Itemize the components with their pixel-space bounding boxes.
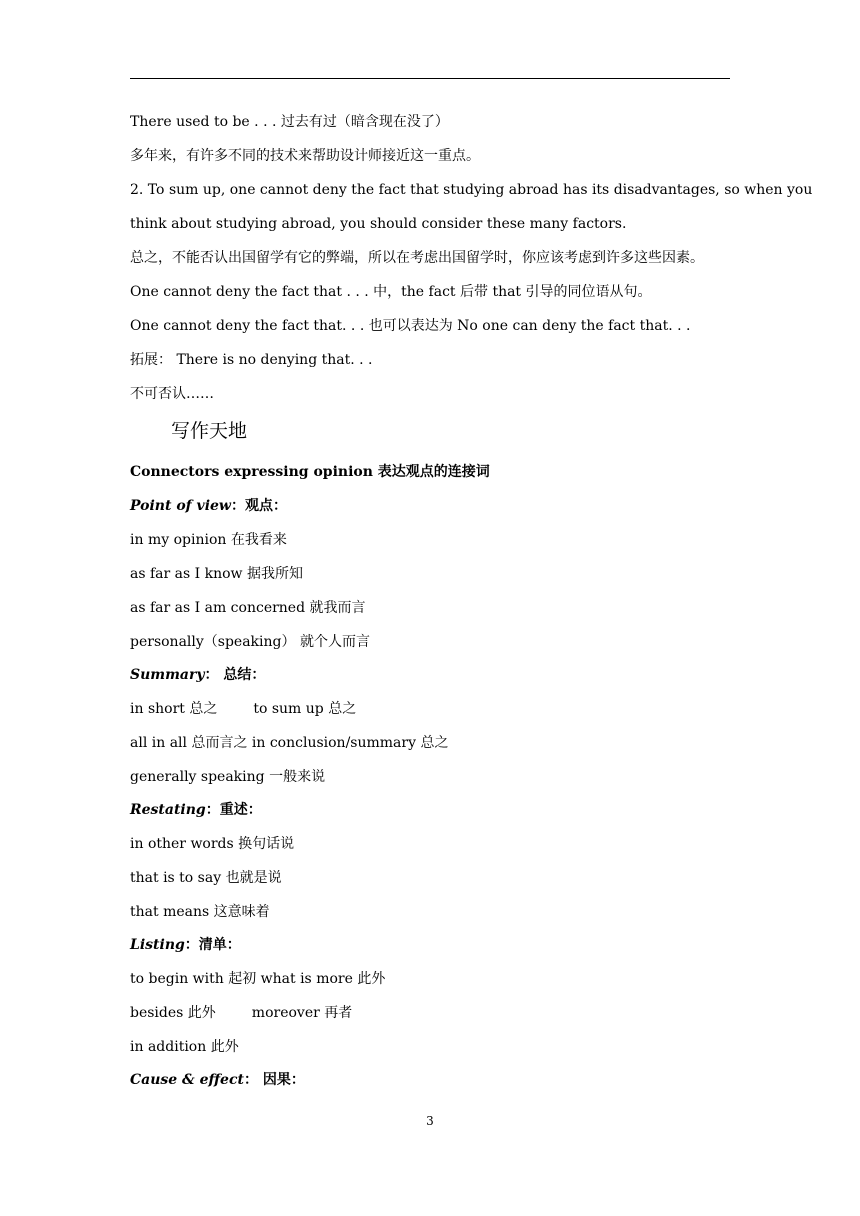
restating-label-cn: ：重述：: [205, 802, 262, 818]
point-of-view-label-en: Point of view: [130, 498, 231, 514]
point-of-view-label: [130, 497, 287, 515]
summary-label: [130, 666, 265, 684]
text-line-example-2-part-2: think about studying abroad, you should consider these many factors.: [130, 216, 627, 232]
list-item: [130, 700, 356, 718]
text-line-extension: 拓展： There is no denying that. . .: [130, 352, 373, 368]
list-item: as far as I know 据我所知: [130, 566, 303, 582]
list-item: in addition 此外: [130, 1039, 239, 1055]
text-line-translation-2: 总之，不能否认出国留学有它的弊端，所以在考虑出国留学时，你应该考虑到许多这些因素。: [130, 250, 704, 266]
page-number: 3: [426, 1114, 434, 1128]
text-line-alternative-expression: One cannot deny the fact that. . . 也可以表达为 No one can deny the fact that. . .: [130, 318, 691, 334]
list-item: in other words 换句话说: [130, 836, 295, 852]
text-line-translation-1: 多年来，有许多不同的技术来帮助设计师接近这一重点。: [130, 148, 480, 164]
list-item: as far as I am concerned 就我而言: [130, 600, 366, 616]
connectors-title: Connectors expressing opinion 表达观点的连接词: [130, 464, 490, 480]
restating-label-en: Restating: [130, 802, 206, 818]
section-heading: 写作天地: [171, 420, 248, 442]
header-rule: [130, 78, 730, 79]
list-item: in my opinion 在我看来: [130, 532, 287, 548]
list-item: all in all 总而言之 in conclusion/summary 总之: [130, 735, 449, 751]
list-item: generally speaking 一般来说: [130, 769, 326, 785]
cause-effect-label: [130, 1071, 305, 1089]
summary-item-in-short: in short 总之: [130, 701, 218, 717]
summary-label-cn: ： 总结：: [204, 667, 266, 683]
listing-item-moreover: moreover 再者: [251, 1005, 353, 1021]
text-line-extension-meaning: 不可否认……: [130, 386, 214, 402]
summary-item-to-sum-up: to sum up 总之: [253, 701, 357, 717]
text-line-there-used-to-be: There used to be . . . 过去有过（暗含现在没了）: [130, 114, 449, 130]
list-item: personally（speaking） 就个人而言: [130, 634, 370, 650]
summary-label-en: Summary: [130, 667, 205, 683]
listing-label: [130, 936, 241, 954]
text-line-grammar-note: One cannot deny the fact that . . . 中，the fact 后带 that 引导的同位语从句。: [130, 284, 652, 300]
list-item: that means 这意味着: [130, 904, 270, 920]
list-item: that is to say 也就是说: [130, 870, 282, 886]
list-item: [130, 1004, 352, 1022]
list-item: to begin with 起初 what is more 此外: [130, 971, 386, 987]
listing-label-en: Listing: [130, 937, 185, 953]
listing-label-cn: ：清单：: [184, 937, 241, 953]
restating-label: [130, 801, 262, 819]
text-line-example-2-part-1: 2. To sum up, one cannot deny the fact that studying abroad has its disadvantages, so when you: [130, 182, 813, 198]
point-of-view-label-cn: ：观点：: [230, 498, 287, 514]
cause-effect-label-en: Cause & effect: [130, 1072, 244, 1088]
cause-effect-label-cn: ： 因果：: [243, 1072, 305, 1088]
listing-item-besides: besides 此外: [130, 1005, 216, 1021]
